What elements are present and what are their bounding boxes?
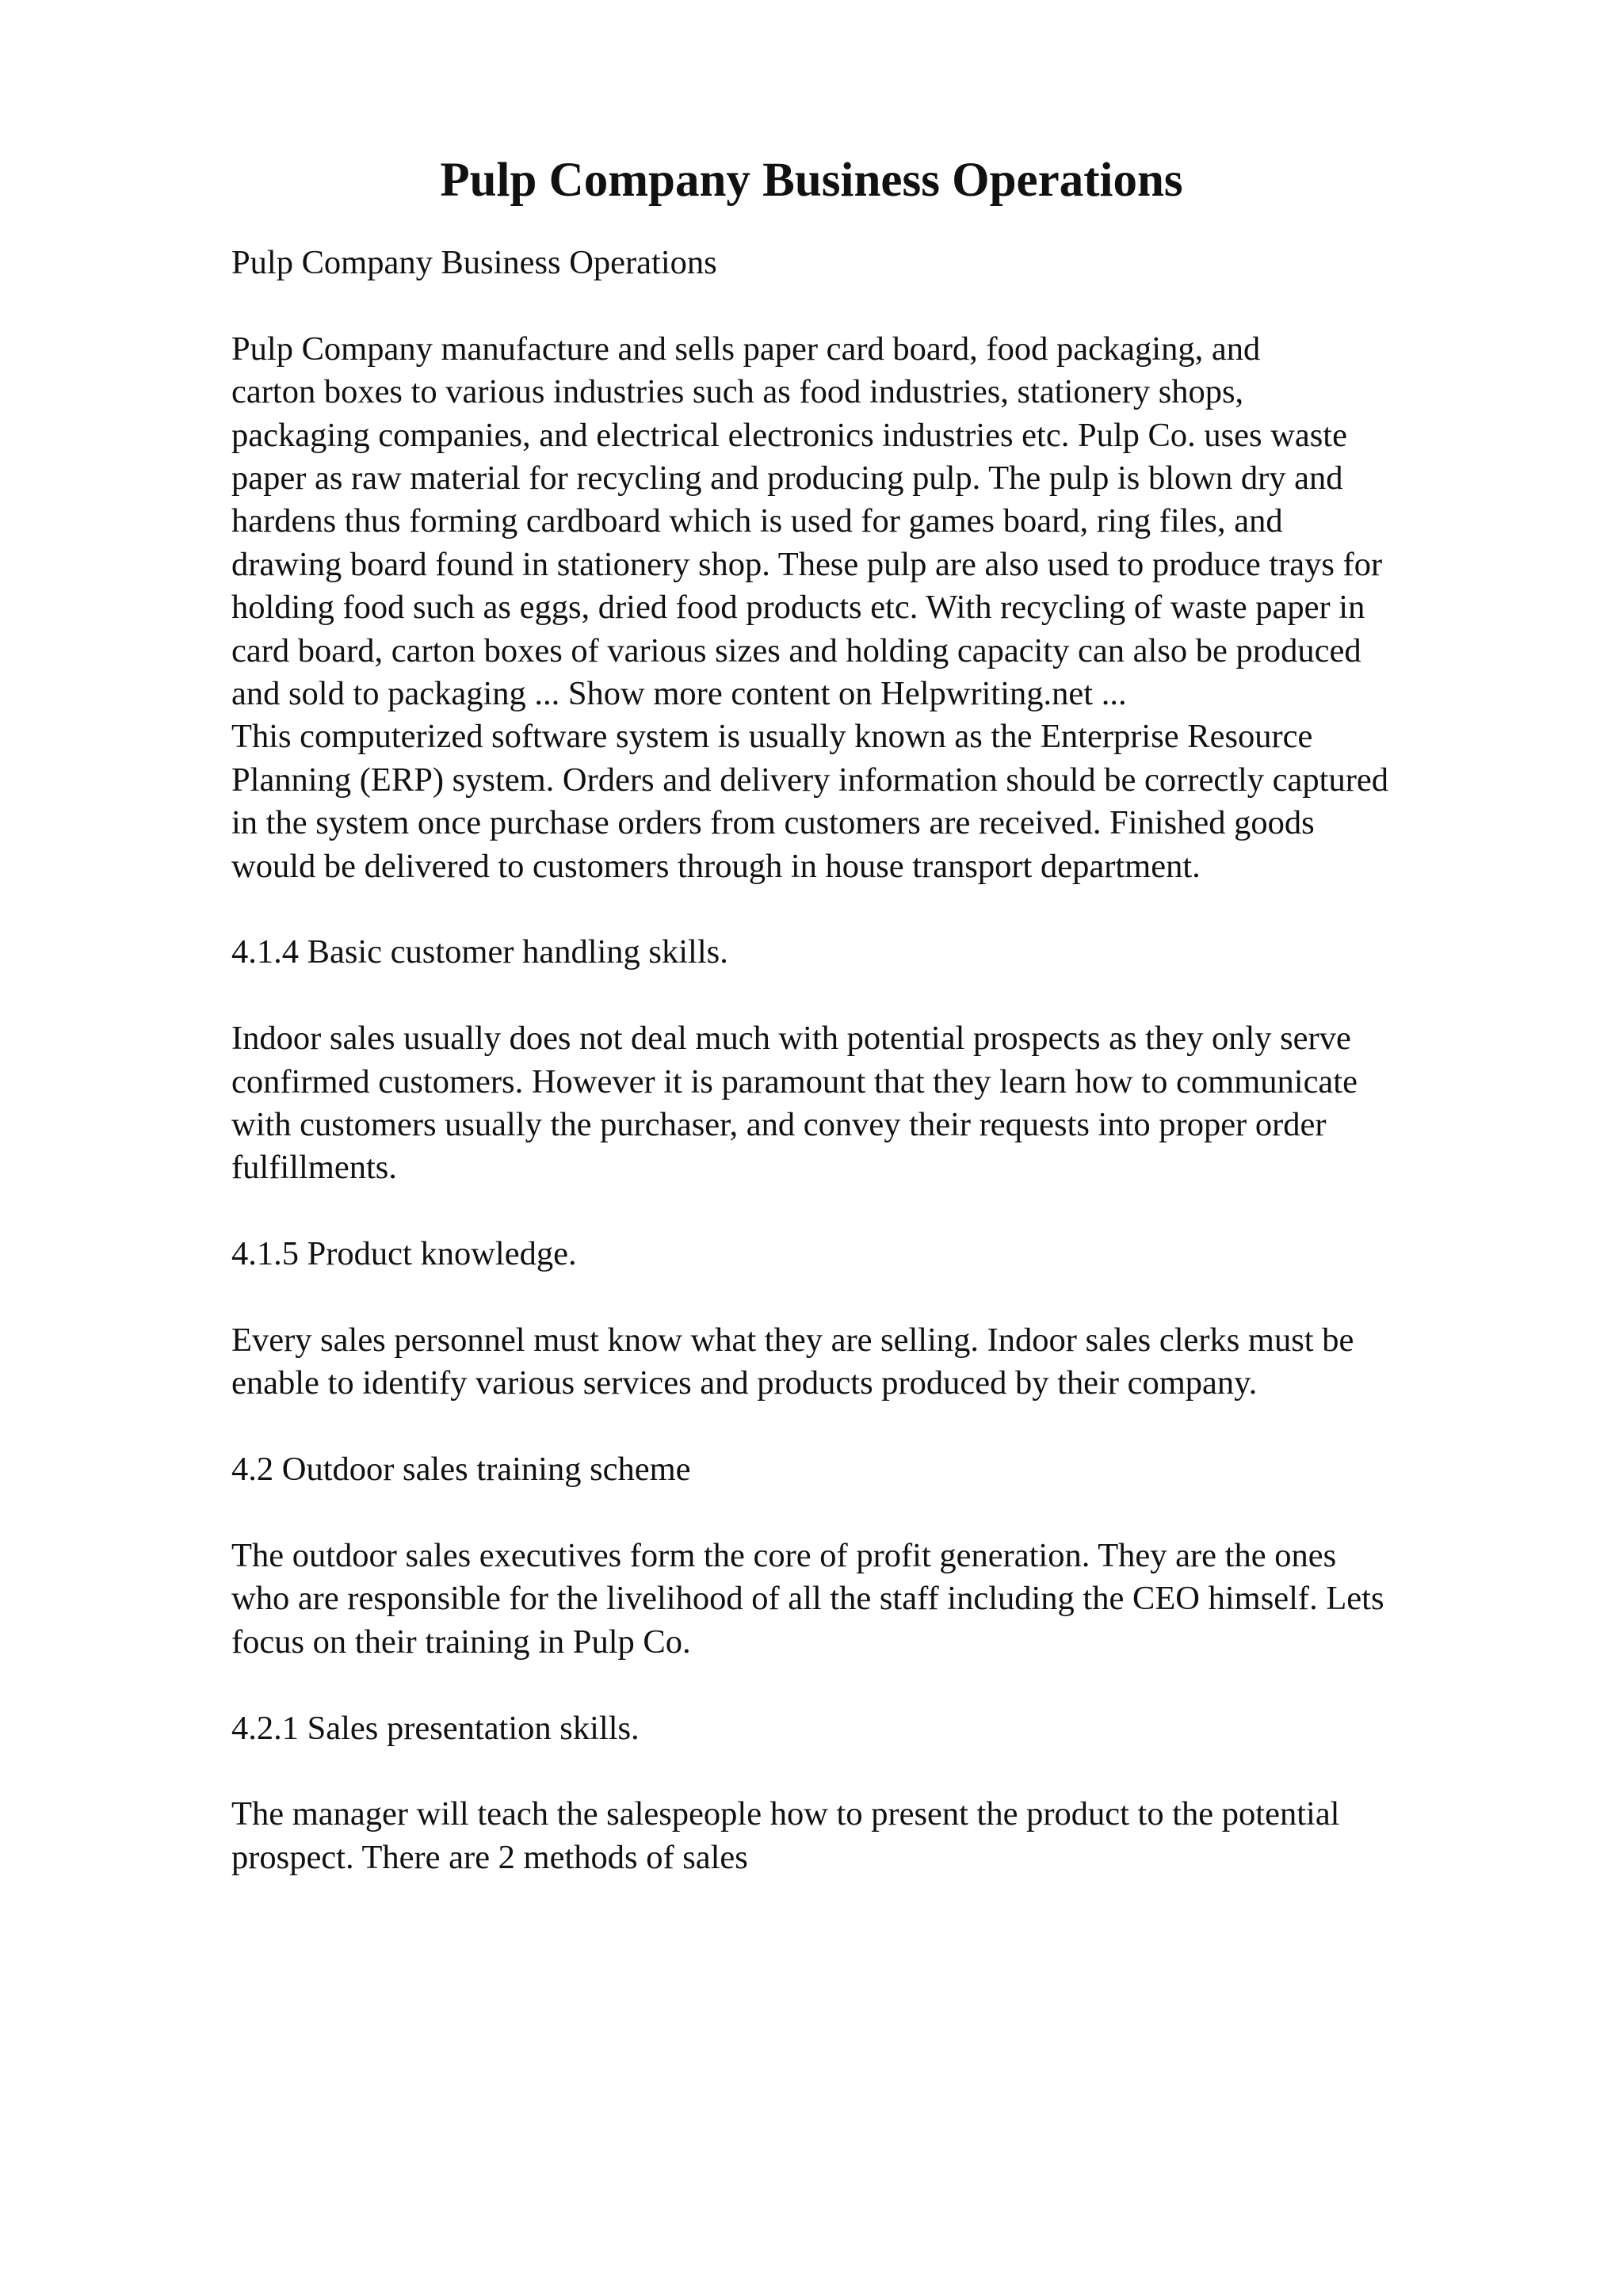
paragraph-spacer [231,1750,1594,1793]
paragraph-spacer [231,1276,1594,1319]
paragraph-spacer [231,1190,1594,1233]
section-heading-4-1-4: 4.1.4 Basic customer handling skills. [231,933,728,971]
section-heading-4-2: 4.2 Outdoor sales training scheme [231,1451,691,1489]
product-knowledge-paragraph: Every sales personnel must know what they are selling. Indoor sales clerks must be enable to identify various services and products produced by their company. [231,1322,1354,1402]
paragraph-spacer [231,1664,1594,1707]
paragraph-spacer [231,284,1594,327]
paragraph-spacer [231,974,1594,1017]
document-title: Pulp Company Business Operations [440,154,1183,207]
paragraph-spacer [231,1492,1594,1535]
customer-handling-paragraph: Indoor sales usually does not deal much with potential prospects as they only serve confirmed customers. However it is paramount that they learn how to communicate with customers usually the purchaser, and convey their requests into proper order fulfillments. [231,1020,1358,1187]
paragraph-spacer [231,888,1594,931]
document-body [231,242,1594,1879]
section-heading-4-2-1: 4.2.1 Sales presentation skills. [231,1709,640,1747]
outdoor-sales-paragraph: The outdoor sales executives form the core of profit generation. They are the ones who are responsible for the livelihood of all the staff including the CEO himself. Lets focus on their training in Pulp Co. [231,1537,1384,1661]
sales-presentation-paragraph: The manager will teach the salespeople how to present the product to the potential prospect. There are 2 methods of sales [231,1795,1340,1876]
subtitle-paragraph: Pulp Company Business Operations [231,244,717,281]
intro-paragraph: Pulp Company manufacture and sells paper card board, food packaging, and carton boxes to various industries such as food industries, stationery shops, packaging companies, and electrical electronics industries etc. Pulp Co. uses waste paper as raw material for recycling and producing pulp. The pulp is blown dry and hardens thus forming cardboard which is used for games board, ring files, and drawing board found in stationery shop. These pulp are also used to produce trays for holding food such as eggs, dried food products etc. With recycling of waste paper in card board, carton boxes of various sizes and holding capacity can also be produced and sold to packaging ... Show more content on Helpwriting.net ... This computerized software system is usually known as the Enterprise Resource Planning (ERP) system. Orders and delivery information should be correctly captured in the system once purchase orders from customers are received. Finished goods would be delivered to customers through in house transport department. [231,330,1388,885]
section-heading-4-1-5: 4.1.5 Product knowledge. [231,1235,577,1273]
paragraph-spacer [231,1405,1594,1448]
